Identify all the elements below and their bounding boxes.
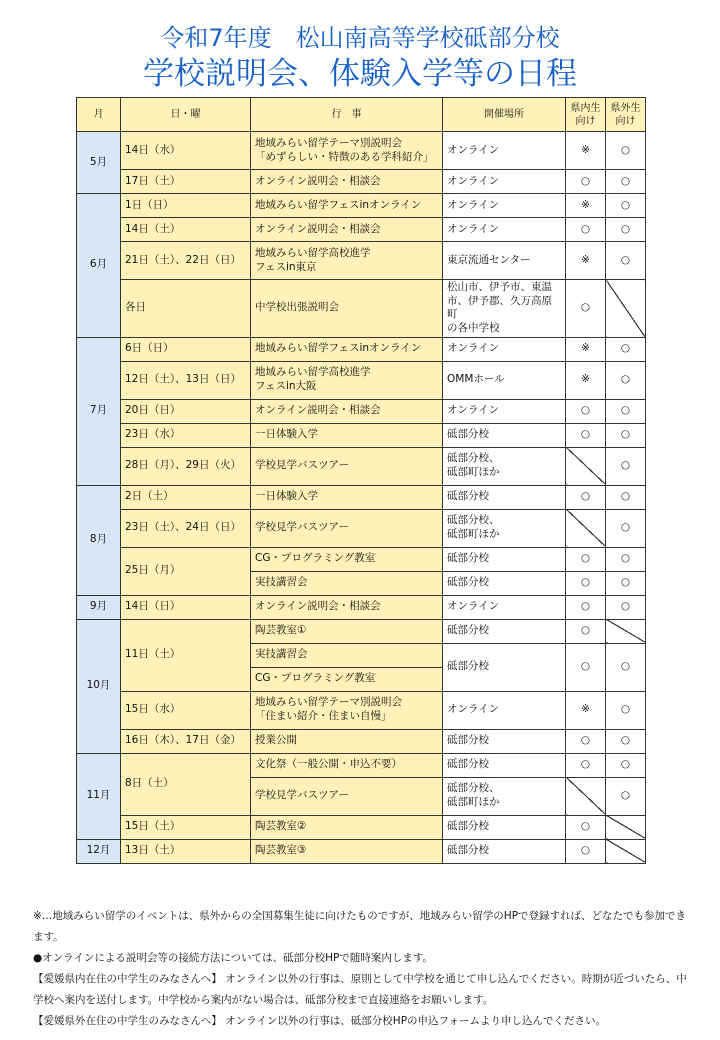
in-pref-mark: ※ xyxy=(566,337,606,361)
note-text: 【愛媛県外在住の中学生のみなさんへ】 オンライン以外の行事は、砥部分校HPの申込フォームより申し込んでください。 xyxy=(33,1015,607,1027)
table-row xyxy=(77,595,646,619)
date-cell: 6日（日） xyxy=(121,337,251,361)
event-cell: 実技講習会 xyxy=(251,571,443,595)
event-cell: 地域みらい留学高校進学 フェスin東京 xyxy=(251,242,443,280)
month-cell: 7月 xyxy=(77,337,121,485)
event-cell: 陶芸教室② xyxy=(251,815,443,839)
out-pref-mark: ○ xyxy=(606,777,646,815)
in-pref-mark: ○ xyxy=(566,643,606,691)
not-applicable-cell xyxy=(566,777,606,815)
venue-cell: 砥部分校 xyxy=(443,571,566,595)
table-row xyxy=(77,399,646,423)
venue-cell: 砥部分校 xyxy=(443,839,566,863)
out-pref-mark: ○ xyxy=(606,547,646,571)
event-cell: 陶芸教室③ xyxy=(251,839,443,863)
table-row xyxy=(77,729,646,753)
month-cell: 6月 xyxy=(77,194,121,338)
event-cell: 地域みらい留学フェスinオンライン xyxy=(251,194,443,218)
table-row xyxy=(77,547,646,571)
not-applicable-cell xyxy=(606,815,646,839)
table-row xyxy=(77,361,646,399)
date-cell: 各日 xyxy=(121,280,251,338)
in-pref-mark: ※ xyxy=(566,194,606,218)
in-pref-mark: ○ xyxy=(566,815,606,839)
table-row xyxy=(77,218,646,242)
event-cell: 地域みらい留学テーマ別説明会 「めずらしい・特徴のある学科紹介」 xyxy=(251,132,443,170)
venue-cell: オンライン xyxy=(443,132,566,170)
table-header-row xyxy=(77,98,646,132)
in-pref-mark: ○ xyxy=(566,619,606,643)
event-cell: 学校見学バスツアー xyxy=(251,509,443,547)
venue-cell: 砥部分校、 砥部町ほか xyxy=(443,447,566,485)
venue-cell: 砥部分校 xyxy=(443,729,566,753)
venue-cell: 東京流通センター xyxy=(443,242,566,280)
in-pref-mark: ※ xyxy=(566,361,606,399)
out-pref-mark: ○ xyxy=(606,423,646,447)
venue-cell: 砥部分校 xyxy=(443,547,566,571)
event-cell: 地域みらい留学高校進学 フェスin大阪 xyxy=(251,361,443,399)
venue-cell: オンライン xyxy=(443,170,566,194)
in-pref-mark: ○ xyxy=(566,399,606,423)
venue-cell: オンライン xyxy=(443,399,566,423)
in-pref-mark: ○ xyxy=(566,423,606,447)
date-cell: 1日（日） xyxy=(121,194,251,218)
note-text: 【愛媛県内在住の中学生のみなさんへ】 オンライン以外の行事は、原則として中学校を通じて申し込んでください。時期が近づいたら、中学校へ案内を送付します。中学校から案内がない場合は、砥部分校まで直接連絡をお願いします。 xyxy=(33,973,687,1006)
header-title: 学校説明会、体験入学等の日程 xyxy=(143,56,577,92)
event-cell: オンライン説明会・相談会 xyxy=(251,170,443,194)
col-header-month: 月 xyxy=(77,98,121,132)
out-pref-mark: ○ xyxy=(606,242,646,280)
month-cell: 5月 xyxy=(77,132,121,194)
col-header-out-pref: 県外生 向け xyxy=(606,98,646,132)
table-row xyxy=(77,423,646,447)
out-pref-mark: ○ xyxy=(606,571,646,595)
venue-cell: オンライン xyxy=(443,337,566,361)
in-pref-mark: ※ xyxy=(566,691,606,729)
table-row xyxy=(77,337,646,361)
not-applicable-cell xyxy=(606,619,646,643)
event-cell: オンライン説明会・相談会 xyxy=(251,595,443,619)
venue-cell: 砥部分校 xyxy=(443,619,566,643)
date-cell: 20日（日） xyxy=(121,399,251,423)
out-pref-mark: ○ xyxy=(606,194,646,218)
not-applicable-cell xyxy=(606,839,646,863)
col-header-event: 行 事 xyxy=(251,98,443,132)
not-applicable-cell xyxy=(606,280,646,338)
month-cell: 9月 xyxy=(77,595,121,619)
out-pref-mark: ○ xyxy=(606,447,646,485)
month-cell: 8月 xyxy=(77,485,121,595)
in-pref-mark: ○ xyxy=(566,839,606,863)
table-row xyxy=(77,753,646,777)
venue-cell: 砥部分校、 砥部町ほか xyxy=(443,777,566,815)
out-pref-mark: ○ xyxy=(606,509,646,547)
venue-cell: オンライン xyxy=(443,218,566,242)
month-cell: 11月 xyxy=(77,753,121,839)
event-cell: 地域みらい留学テーマ別説明会 「住まい紹介・住まい自慢」 xyxy=(251,691,443,729)
out-pref-mark: ○ xyxy=(606,643,646,691)
date-cell: 11日（土） xyxy=(121,619,251,691)
col-header-in-pref: 県内生 向け xyxy=(566,98,606,132)
date-cell: 2日（土） xyxy=(121,485,251,509)
event-cell: CG・プログラミング教室 xyxy=(251,547,443,571)
date-cell: 8日（土） xyxy=(121,753,251,815)
date-cell: 13日（土） xyxy=(121,839,251,863)
date-cell: 14日（土） xyxy=(121,218,251,242)
in-pref-mark: ○ xyxy=(566,218,606,242)
venue-cell: 砥部分校 xyxy=(443,815,566,839)
venue-cell: 砥部分校 xyxy=(443,485,566,509)
venue-cell: 松山市、伊予市、東温 市、伊予郡、久万高原町 の各中学校 xyxy=(443,280,566,338)
table-row xyxy=(77,194,646,218)
table-row xyxy=(77,839,646,863)
out-pref-mark: ○ xyxy=(606,729,646,753)
in-pref-mark: ○ xyxy=(566,753,606,777)
event-cell: CG・プログラミング教室 xyxy=(251,667,443,691)
in-pref-mark: ○ xyxy=(566,170,606,194)
venue-cell: OMMホール xyxy=(443,361,566,399)
date-cell: 23日（水） xyxy=(121,423,251,447)
in-pref-mark: ○ xyxy=(566,547,606,571)
date-cell: 21日（土）、22日（日） xyxy=(121,242,251,280)
date-cell: 15日（水） xyxy=(121,691,251,729)
table-row xyxy=(77,170,646,194)
header-school-name: 令和7年度 松山南高等学校砥部分校 xyxy=(160,24,560,52)
out-pref-mark: ○ xyxy=(606,485,646,509)
in-pref-mark: ○ xyxy=(566,280,606,338)
venue-cell: オンライン xyxy=(443,691,566,729)
date-cell: 28日（月）、29日（火） xyxy=(121,447,251,485)
event-cell: 一日体験入学 xyxy=(251,423,443,447)
date-cell: 23日（土）、24日（日） xyxy=(121,509,251,547)
date-cell: 16日（木）、17日（金） xyxy=(121,729,251,753)
date-cell: 14日（水） xyxy=(121,132,251,170)
in-pref-mark: ○ xyxy=(566,571,606,595)
out-pref-mark: ○ xyxy=(606,361,646,399)
table-row xyxy=(77,242,646,280)
in-pref-mark: ○ xyxy=(566,485,606,509)
out-pref-mark: ○ xyxy=(606,399,646,423)
month-cell: 10月 xyxy=(77,619,121,753)
table-row xyxy=(77,815,646,839)
in-pref-mark: ※ xyxy=(566,132,606,170)
event-cell: オンライン説明会・相談会 xyxy=(251,218,443,242)
note-text: ※…地域みらい留学のイベントは、県外からの全国募集生徒に向けたものですが、地域みらい留学のHPで登録すれば、どなたでも参加できます。 xyxy=(33,910,687,943)
event-cell: 学校見学バスツアー xyxy=(251,777,443,815)
out-pref-mark: ○ xyxy=(606,170,646,194)
date-cell: 25日（月） xyxy=(121,547,251,595)
event-cell: 学校見学バスツアー xyxy=(251,447,443,485)
out-pref-mark: ○ xyxy=(606,691,646,729)
event-cell: 文化祭（一般公開・申込不要） xyxy=(251,753,443,777)
out-pref-mark: ○ xyxy=(606,753,646,777)
date-cell: 17日（土） xyxy=(121,170,251,194)
table-row xyxy=(77,485,646,509)
month-cell: 12月 xyxy=(77,839,121,863)
event-cell: 実技講習会 xyxy=(251,643,443,667)
out-pref-mark: ○ xyxy=(606,132,646,170)
date-cell: 14日（日） xyxy=(121,595,251,619)
venue-cell: 砥部分校、 砥部町ほか xyxy=(443,509,566,547)
venue-cell: 砥部分校 xyxy=(443,643,566,691)
not-applicable-cell xyxy=(566,447,606,485)
out-pref-mark: ○ xyxy=(606,337,646,361)
out-pref-mark: ○ xyxy=(606,595,646,619)
in-pref-mark: ※ xyxy=(566,242,606,280)
event-cell: 一日体験入学 xyxy=(251,485,443,509)
event-cell: 授業公開 xyxy=(251,729,443,753)
venue-cell: 砥部分校 xyxy=(443,753,566,777)
out-pref-mark: ○ xyxy=(606,218,646,242)
col-header-date: 日・曜 xyxy=(121,98,251,132)
date-cell: 12日（土）、13日（日） xyxy=(121,361,251,399)
schedule-table xyxy=(76,97,646,864)
notes xyxy=(33,906,693,1032)
event-cell: 陶芸教室① xyxy=(251,619,443,643)
date-cell: 15日（土） xyxy=(121,815,251,839)
event-cell: オンライン説明会・相談会 xyxy=(251,399,443,423)
table-row xyxy=(77,280,646,338)
table-row xyxy=(77,509,646,547)
event-cell: 地域みらい留学フェスinオンライン xyxy=(251,337,443,361)
note-text: ●オンラインによる説明会等の接続方法については、砥部分校HPで随時案内します。 xyxy=(33,952,434,964)
table-row xyxy=(77,691,646,729)
table-row xyxy=(77,619,646,643)
event-cell: 中学校出張説明会 xyxy=(251,280,443,338)
venue-cell: 砥部分校 xyxy=(443,423,566,447)
col-header-venue: 開催場所 xyxy=(443,98,566,132)
venue-cell: オンライン xyxy=(443,595,566,619)
in-pref-mark: ○ xyxy=(566,595,606,619)
venue-cell: オンライン xyxy=(443,194,566,218)
table-row xyxy=(77,132,646,170)
table-row xyxy=(77,447,646,485)
not-applicable-cell xyxy=(566,509,606,547)
in-pref-mark: ○ xyxy=(566,729,606,753)
